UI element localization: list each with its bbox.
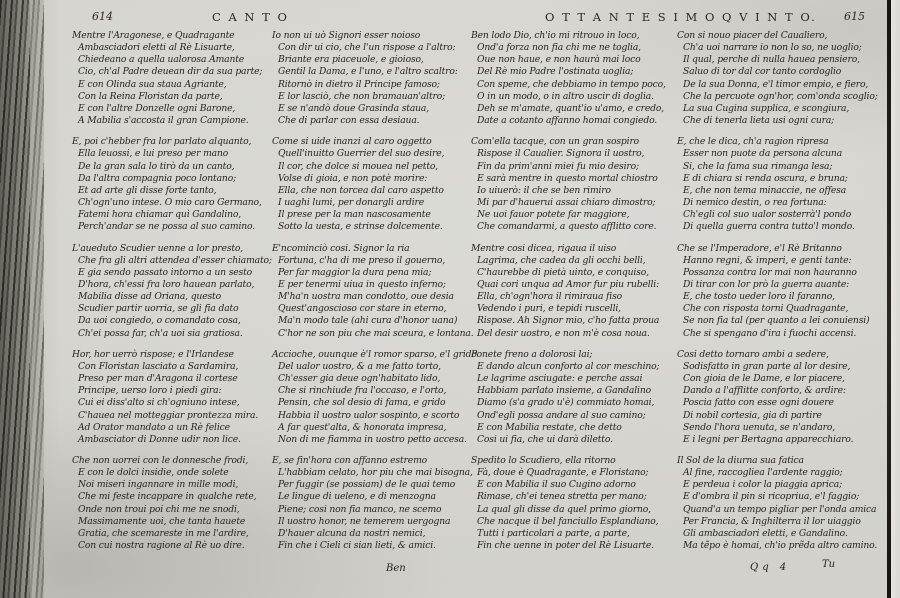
stanza [677, 30, 883, 127]
verse-line: L'aueduto Scudier uenne a lor presto, [72, 242, 244, 254]
verse-line: C'haurebbe di pietà uinto, e conquiso, [477, 266, 649, 278]
verse-line: E, poi c'hebber fra lor parlato alquanto, [72, 136, 252, 148]
verse-line: Hor, hor uerrò rispose; e l'Irlandese [72, 348, 234, 360]
stanza [471, 455, 663, 552]
right-running-title: O T T A N T E S I M O Q V I N T O. [545, 10, 817, 24]
verse-line: Fin da prim'anni miei fu mio desiro; [477, 160, 639, 172]
verse-line: Ch'egli col suo ualor sosterrà'l pondo [683, 209, 852, 221]
verse-line: Et ad arte gli disse forte tanto, [78, 184, 217, 196]
verse-line: Rimase, ch'ei tenea stretta per mano; [477, 491, 647, 503]
verse-line: Scudier partir uorria, se gli fia dato [78, 303, 239, 315]
verse-line: Il cor, che dolce si mouea nel petto, [278, 160, 439, 172]
verse-line: Diamo (s'a grado u'è) commiato homai, [477, 397, 655, 409]
verse-line: Ella, ch'ogn'hora il rimiraua fiso [477, 291, 623, 303]
stanza [471, 136, 663, 233]
verse-line: Ch'ogn'uno intese. O mio caro Germano, [78, 197, 262, 209]
verse-line: Accioche, ouunque è'l romor sparso, e'l grido [272, 348, 477, 360]
verse-line: A far quest'alta, & honorata impresa, [278, 421, 447, 433]
verse-line: Che con risposta torni Quadragante, [683, 303, 849, 315]
verse-line: E d'ombra il pin si ricopriua, e'l faggio; [683, 491, 860, 503]
verse-line: Habbia il uostro ualor sospinto, e scorto [278, 409, 460, 421]
stanza [72, 30, 264, 127]
verse-line: L'habbiam celato, hor piu che mai bisogna, [278, 467, 473, 479]
verse-line: E dando alcun conforto al cor meschino; [477, 360, 660, 372]
verse-line: Oue non haue, e non haurà mai loco [477, 54, 641, 66]
verse-line: Quest'angoscioso cor stare in eterno, [278, 303, 447, 315]
verse-line: Ella leuossi, e lui preso per mano [78, 148, 229, 160]
verse-line: E sarà mentre in questo mortal chiostro [477, 172, 658, 184]
verse-line: Spedito lo Scudiero, ella ritorno [471, 455, 616, 466]
verse-line: Con speme, che debbiamo in tempo poco, [477, 78, 666, 90]
verse-line: Piene; cosi non fia manco, ne scemo [278, 503, 442, 515]
stanza [272, 30, 464, 127]
left-page-header [50, 10, 458, 28]
verse-line: Ambasciadori eletti al Rè Lisuarte, [78, 42, 235, 54]
verse-line: Saluo di tor dal cor tanto cordoglio [683, 66, 842, 78]
verse-line: Gli ambasciadori eletti, e Gandalino. [683, 527, 848, 539]
verse-line: Com'ella tacque, con un gran sospiro [471, 136, 640, 148]
verse-line: Chiedeano a quella ualorosa Amante [78, 54, 245, 66]
verse-line: Con cui nostra ragione al Rè uo dire. [78, 540, 245, 552]
verse-line: Con si nouo piacer del Caualiero, [677, 30, 828, 41]
verse-line: Fà, doue è Quadragante, e Floristano; [477, 467, 649, 479]
verse-line: Fortuna, c'ha di me preso il gouerno, [278, 254, 446, 266]
left-page [50, 0, 477, 561]
verse-line: Fin che i Cieli ci sian lieti, & amici. [278, 540, 436, 552]
verse-line: Che mi feste incappare in qualche rete, [78, 491, 257, 503]
verse-line: Le lingue di ueleno, e di menzogna [278, 491, 436, 503]
right-page-catchword: Tu [822, 559, 836, 570]
verse-line: Quai cori unqua ad Amor fur piu rubelli: [477, 278, 660, 290]
verse-line: Per Francia, & Inghilterra il lor uiaggio [683, 515, 861, 527]
stanza [72, 242, 272, 340]
stanza [677, 136, 883, 233]
verse-line: Ponete freno a dolorosi lai; [471, 348, 593, 360]
verse-line: Mabilia disse ad Oriana, questo [78, 291, 221, 303]
right-page-column-1 [471, 30, 666, 561]
verse-line: C'hor ne son piu che mai sceura, e lontana. [278, 327, 474, 339]
verse-line: Che fra gli altri attendea d'esser chiamato; [78, 254, 272, 266]
verse-line: Cosi detto tornaro ambi a sedere, [677, 348, 829, 360]
verse-line: Ch'esser gia deue ogn'habitato lido, [278, 373, 441, 385]
verse-line: E con le dolci insidie, onde solete [78, 467, 229, 479]
verse-line: Che di parlar con essa desiaua. [278, 115, 420, 127]
stanza [677, 349, 883, 446]
verse-line: Per far maggior la dura pena mia; [278, 266, 432, 278]
verse-line: Che nacque il bel fanciullo Esplandiano, [477, 515, 659, 527]
verse-line: Con dir ui cio, che l'un rispose a l'altro: [278, 42, 456, 54]
right-page-number: 615 [844, 10, 865, 23]
verse-line: E se n'andò doue Grasinda staua, [278, 102, 430, 114]
stanza [272, 455, 473, 552]
verse-line: Ma tẽpo è homai, ch'io prẽda altro camino. [683, 540, 878, 552]
verse-line: E con Mabilia restate, che detto [477, 421, 622, 433]
verse-line: Con Floristan lasciato a Sardamira, [78, 360, 239, 372]
verse-line: I uaghi lumi, per donargli ardire [278, 197, 425, 209]
right-page-columns [463, 30, 883, 561]
verse-line: Quell'inuitto Guerrier del suo desire, [278, 148, 445, 160]
left-running-title: C A N T O [212, 10, 289, 24]
verse-line: E di chiara si renda oscura, e bruna; [683, 172, 848, 184]
verse-line: Il qual, perche di nulla hauea pensiero, [683, 54, 860, 66]
verse-line: Del ualor uostro, & a me fatto torto, [278, 360, 441, 372]
verse-line: La qual gli disse da quel primo giorno, [477, 503, 651, 515]
verse-line: De la sua Donna, e'l timor empio, e fiero, [683, 78, 869, 90]
verse-line: Lagrima, che cadea da gli occhi belli, [477, 254, 646, 266]
verse-line: D'hora, ch'essi fra loro hauean parlato, [78, 278, 255, 290]
verse-line: Gentil la Dama, e l'uno, e l'altro scaltro: [278, 66, 458, 78]
right-page [463, 0, 883, 561]
stanza [272, 242, 474, 340]
right-page-column-2 [677, 30, 883, 561]
verse-line: Rispose il Caualier. Signora il uostro, [477, 148, 645, 160]
verse-line: E con Olinda sua staua Agriante, [78, 78, 227, 90]
verse-line: Ch'a uoi narrare io non lo so, ne uoglio; [683, 42, 862, 54]
verse-line: Mentre cosi dicea, rigaua il uiso [471, 242, 617, 254]
left-page-catchword: Ben [386, 563, 406, 574]
stanza [272, 136, 464, 233]
stanza [272, 348, 477, 446]
verse-line: E, che tosto ueder loro il faranno, [683, 291, 835, 303]
verse-line: Principe, uerso loro i piedi gira: [78, 385, 222, 397]
verse-line: Tutti i particolari a parte, a parte, [477, 527, 630, 539]
verse-line: C'hauea nel motteggiar prontezza mira. [78, 409, 259, 421]
verse-line: Vedendo i puri, e tepidi ruscelli, [477, 303, 621, 315]
verse-line: Ella, che non torcea dal caro aspetto [278, 184, 444, 196]
verse-line: Sotto la uesta, e strinse dolcemente. [278, 221, 443, 233]
verse-line: Ma'n modo tale (ahi cura d'honor uana) [278, 315, 458, 327]
verse-line: De la gran sala lo tirò da un canto, [78, 160, 235, 172]
verse-line: Del Rè mio Padre l'ostinata uoglia; [477, 66, 634, 78]
verse-line: Per fuggir (se possiam) de le quai temo [278, 479, 456, 491]
verse-line: Ritornò in dietro il Principe famoso; [278, 78, 440, 90]
verse-line: E lor lasciò, che non bramauan'altro; [278, 90, 446, 102]
verse-line: Di tirar con lor prò la guerra auante: [683, 278, 850, 290]
verse-line: Che si spengano d'ira i fuochi accensi. [683, 327, 857, 339]
stanza [471, 30, 666, 127]
verse-line: Quand'a un tempo pigliar per l'onda amica [683, 503, 877, 515]
verse-line: Ne uoi fauor potete far maggiore, [477, 209, 630, 221]
verse-line: E'ncominciò cosi. Signor la ria [272, 242, 410, 254]
verse-line: Ond'a forza non fia chi me ne toglia, [477, 42, 641, 54]
verse-line: E, che le dica, ch'a ragion ripresa [677, 136, 829, 148]
verse-line: Da uoi congiedo, o comandato cosa, [78, 315, 241, 327]
verse-line: Ad Orator mandato a un Rè felice [78, 421, 230, 433]
left-page-columns [50, 30, 477, 561]
verse-line: Hanno regni, & imperi, e genti tante: [683, 254, 852, 266]
verse-line: M'ha'n uostra man condotto, oue desia [278, 291, 454, 303]
verse-line: Come si uide inanzi al caro oggetto [272, 136, 432, 148]
verse-line: E perdeua i color la piaggia aprica; [683, 479, 843, 491]
verse-line: Il uostro honor, ne temerem uergogna [278, 515, 451, 527]
verse-line: Io non ui uò Signori esser noioso [272, 30, 421, 41]
verse-line: Che comandarmi, a questo afflitto core. [477, 221, 657, 233]
left-page-column-2 [272, 30, 477, 561]
verse-line: Del desir uostro, e non m'è cosa noua. [477, 327, 650, 339]
verse-line: E i legni per Bertagna apparecchiaro. [683, 433, 854, 445]
verse-line: Non di me fiamma in uostro petto accesa. [278, 433, 467, 445]
verse-line: Ond'egli possa andare al suo camino; [477, 409, 646, 421]
stanza [72, 455, 264, 552]
verse-line: O in un modo, o in altro uscir di doglia. [477, 90, 654, 102]
verse-line: E per tenermi uiua in questo inferno; [278, 278, 446, 290]
verse-line: Il Sol de la diurna sua fatica [677, 455, 804, 466]
verse-line: Mentre l'Aragonese, e Quadragante [72, 30, 235, 41]
verse-line: La sua Cugina supplica, e scongiura, [683, 102, 850, 114]
verse-line: Ch'ei possa far, ch'a uoi sia gratiosa. [78, 327, 243, 339]
left-page-number: 614 [92, 10, 113, 23]
verse-line: Mi par d'hauerui assai chiaro dimostro; [477, 197, 656, 209]
verse-line: Pensin, che sol desio di fama, e grido [278, 397, 446, 409]
verse-line: E, se fin'hora con affanno estremo [272, 455, 428, 466]
verse-line: Esser non puote da persona alcuna [683, 148, 843, 160]
verse-line: Cui ei diss'alto si ch'ogniuno intese, [78, 397, 240, 409]
verse-line: Da l'altra compagnia poco lontano; [78, 172, 237, 184]
verse-line: Con la Reina Floristan da parte, [78, 90, 223, 102]
right-page-header [463, 10, 883, 28]
verse-line: E gia sendo passato intorno a un sesto [78, 266, 253, 278]
verse-line: A Mabilia s'accosta il gran Campione. [78, 115, 249, 127]
verse-line: Rispose. Ah Signor mio, c'ho fatta proua [477, 315, 660, 327]
verse-line: Che se l'Imperadore, e'l Rè Britanno [677, 242, 842, 254]
left-page-column-1 [72, 30, 272, 561]
verse-line: Ben lodo Dio, ch'io mi ritrouo in loco, [471, 30, 640, 41]
stanza [677, 455, 883, 552]
verse-line: E con l'altre Donzelle ogni Barone, [78, 102, 236, 114]
verse-line: Con gioia de le Dame, e lor piacere, [683, 373, 845, 385]
verse-line: D'hauer alcuna da nostri nemici, [278, 527, 426, 539]
verse-line: Le lagrime asciugate: e perche assai [477, 373, 643, 385]
verse-line: Poscia fatto con esse ogni douere [683, 397, 834, 409]
verse-line: Briante era piaceuole, e gioioso, [278, 54, 424, 66]
verse-line: Habbiam parlato insieme, a Gandalino [477, 385, 651, 397]
verse-line: Deh se m'amate, quant'io u'amo, e credo, [477, 102, 665, 114]
verse-line: Di nobil cortesia, gia di partire [683, 409, 822, 421]
verse-line: Volse di gioia, e non potè morire: [278, 172, 428, 184]
verse-line: E con Mabilia il suo Cugino adorno [477, 479, 636, 491]
verse-line: Perch'andar se ne possa al suo camino. [78, 221, 256, 233]
verse-line: Gratia, che scemareste in me l'ardire, [78, 527, 249, 539]
verse-line: Sendo l'hora uenuta, se n'andaro, [683, 421, 836, 433]
verse-line: Che la percuote ogn'hor, com'onda scoglio; [683, 90, 878, 102]
verse-line: Se non fia tal (per quanto a lei conuiensi) [683, 315, 870, 327]
verse-line: Di nemico destin, o rea fortuna: [683, 197, 827, 209]
verse-line: Ambasciator di Donne udir non lice. [78, 433, 241, 445]
verse-line: Si, che la fama sua rimanga lesa; [683, 160, 833, 172]
verse-line: Preso per man d'Aragona il cortese [78, 373, 238, 385]
verse-line: Onde non troui poi chi me ne snodi, [78, 503, 240, 515]
verse-line: Cio, ch'al Padre deuean dir da sua parte; [78, 66, 263, 78]
verse-line: Che di tenerla lieta usi ogni cura; [683, 115, 835, 127]
page-outer-margin [891, 0, 900, 598]
verse-line: Date a cotanto affanno homai congiedo. [477, 115, 658, 127]
stanza [72, 349, 264, 446]
verse-line: Io uiuerò: il che se ben rimiro [477, 184, 611, 196]
verse-line: Massimamente uoi, che tanta hauete [78, 515, 246, 527]
verse-line: E, che non tema minaccie, ne offesa [683, 184, 847, 196]
verse-line: Che non uorrei con le donnesche frodi, [72, 455, 249, 466]
verse-line: Fatemi hora chiamar quì Gandalino, [78, 209, 242, 221]
stanza [471, 243, 663, 340]
verse-line: Al fine, raccogliea l'ardente raggio; [683, 467, 843, 479]
stanza [72, 136, 264, 233]
verse-line: Fin che uenne in poter del Rè Lisuarte. [477, 540, 654, 552]
verse-line: Dando a l'afflitte conforto, & ardire: [683, 385, 846, 397]
verse-line: Noi miseri ingannare in mille modi, [78, 479, 239, 491]
verse-line: Cosi ui fia, che ui darà diletto. [477, 433, 613, 445]
gathering-signature: Qq 4 [750, 562, 791, 573]
verse-line: Il prese per la man nascosamente [278, 209, 431, 221]
verse-line: Sodisfatto in gran parte al lor desire, [683, 360, 851, 372]
stanza [471, 349, 663, 446]
verse-line: Possanza contra lor mai non hauranno [683, 266, 857, 278]
verse-line: Di quella guerra contra tutto'l mondo. [683, 221, 855, 233]
stanza [677, 243, 883, 340]
verse-line: Che si rinchiude fra l'occaso, e l'orto, [278, 385, 447, 397]
